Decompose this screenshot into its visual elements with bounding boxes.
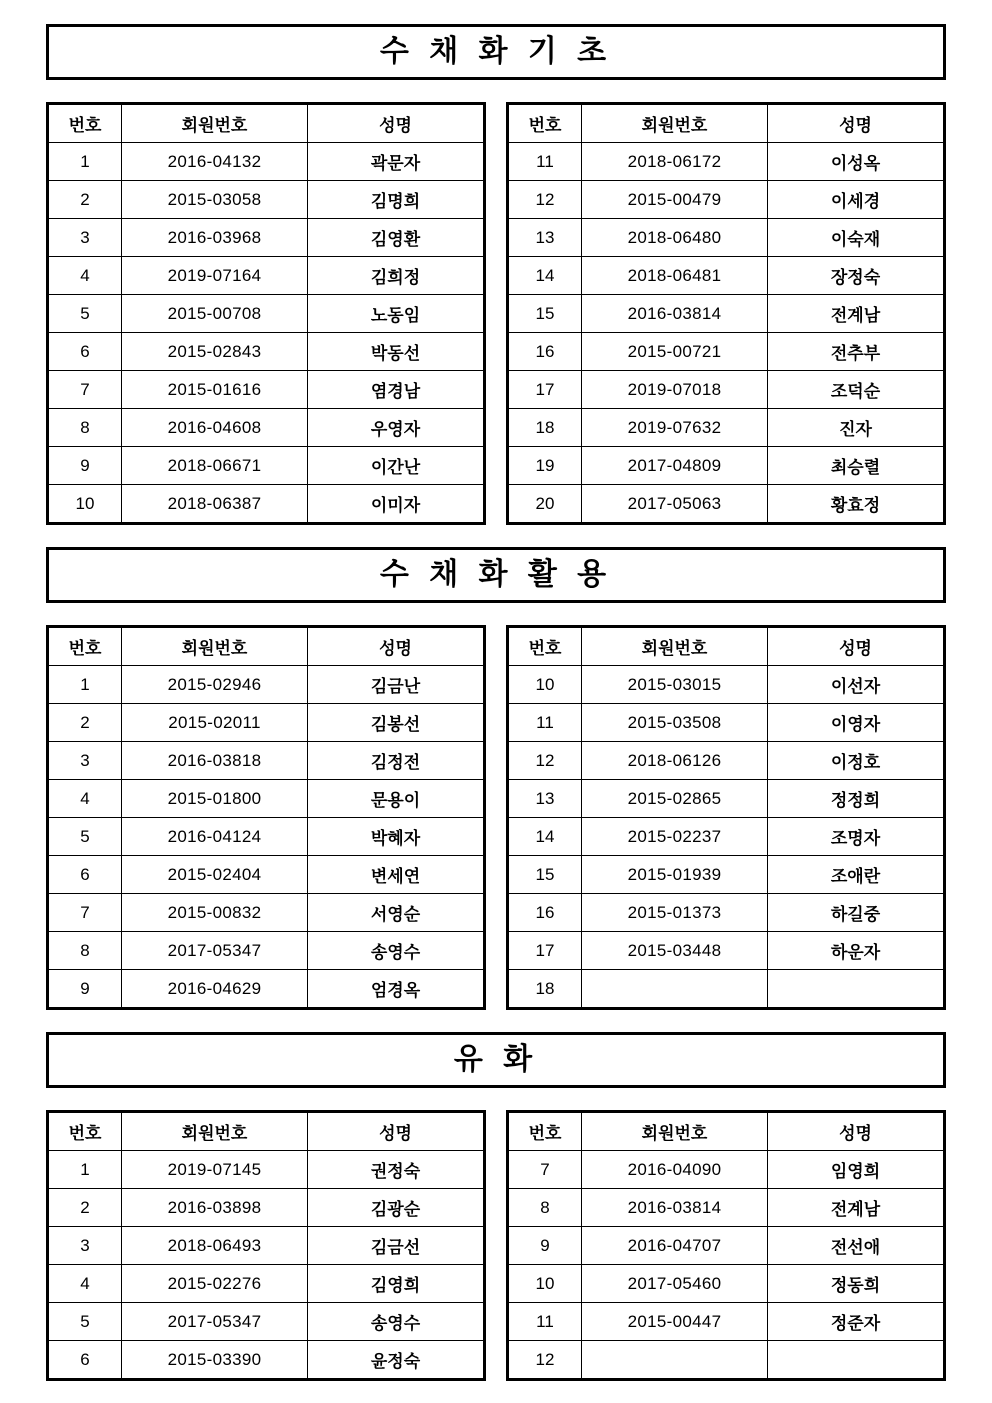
cell-member-id: 2015-02237 <box>582 818 768 856</box>
table-row <box>508 704 945 742</box>
cell-name: 이숙재 <box>768 219 945 257</box>
cell-member-id: 2015-02946 <box>122 666 308 704</box>
cell-name: 문용이 <box>308 780 485 818</box>
cell-no: 18 <box>508 409 582 447</box>
cell-no: 6 <box>48 333 122 371</box>
cell-member-id <box>582 970 768 1009</box>
cell-member-id: 2016-04090 <box>582 1151 768 1189</box>
cell-member-id: 2016-03968 <box>122 219 308 257</box>
cell-member-id <box>582 1341 768 1380</box>
cell-name: 김정전 <box>308 742 485 780</box>
roster-table-right <box>506 1110 946 1381</box>
cell-name: 김영희 <box>308 1265 485 1303</box>
table-row <box>48 818 485 856</box>
cell-member-id: 2018-06387 <box>122 485 308 524</box>
table-row <box>48 704 485 742</box>
cell-name: 염경남 <box>308 371 485 409</box>
cell-name: 임영희 <box>768 1151 945 1189</box>
column-header-member-id: 회원번호 <box>582 104 768 143</box>
table-row <box>48 1227 485 1265</box>
cell-no: 5 <box>48 295 122 333</box>
table-row <box>48 1303 485 1341</box>
cell-name: 이세경 <box>768 181 945 219</box>
cell-no: 15 <box>508 295 582 333</box>
table-row <box>508 1189 945 1227</box>
table-row <box>508 1151 945 1189</box>
column-header-no: 번호 <box>508 104 582 143</box>
cell-member-id: 2018-06172 <box>582 143 768 181</box>
table-row <box>508 485 945 524</box>
cell-no: 6 <box>48 856 122 894</box>
table-row <box>48 447 485 485</box>
column-header-member-id: 회원번호 <box>122 627 308 666</box>
cell-name: 김영환 <box>308 219 485 257</box>
table-row <box>48 932 485 970</box>
table-row <box>508 970 945 1009</box>
cell-no: 5 <box>48 1303 122 1341</box>
cell-no: 11 <box>508 704 582 742</box>
table-header-row <box>508 104 945 143</box>
table-row <box>508 894 945 932</box>
section-spacer <box>46 1381 946 1403</box>
table-row <box>508 932 945 970</box>
cell-no: 4 <box>48 257 122 295</box>
cell-name: 박혜자 <box>308 818 485 856</box>
cell-member-id: 2015-03390 <box>122 1341 308 1380</box>
cell-name: 이성옥 <box>768 143 945 181</box>
table-row <box>48 1341 485 1380</box>
cell-member-id: 2018-06493 <box>122 1227 308 1265</box>
cell-member-id: 2017-04809 <box>582 447 768 485</box>
table-row <box>508 1265 945 1303</box>
column-header-name: 성명 <box>768 104 945 143</box>
cell-name: 김금난 <box>308 666 485 704</box>
cell-no: 3 <box>48 219 122 257</box>
cell-member-id: 2016-03814 <box>582 295 768 333</box>
cell-member-id: 2019-07632 <box>582 409 768 447</box>
cell-no: 13 <box>508 219 582 257</box>
cell-no: 7 <box>508 1151 582 1189</box>
table-row <box>48 894 485 932</box>
section-title-box <box>46 24 946 80</box>
cell-no: 1 <box>48 1151 122 1189</box>
table-header-row <box>48 1112 485 1151</box>
table-row <box>508 856 945 894</box>
cell-name: 윤정숙 <box>308 1341 485 1380</box>
cell-name: 최승렬 <box>768 447 945 485</box>
column-header-no: 번호 <box>48 627 122 666</box>
cell-name: 김희정 <box>308 257 485 295</box>
cell-no: 10 <box>48 485 122 524</box>
column-header-name: 성명 <box>308 1112 485 1151</box>
cell-member-id: 2016-04132 <box>122 143 308 181</box>
roster-table-left <box>46 102 486 525</box>
roster-table-right <box>506 102 946 525</box>
cell-member-id: 2016-04707 <box>582 1227 768 1265</box>
cell-member-id: 2018-06126 <box>582 742 768 780</box>
cell-member-id: 2015-02011 <box>122 704 308 742</box>
cell-no: 3 <box>48 1227 122 1265</box>
cell-no: 17 <box>508 371 582 409</box>
cell-name: 정정희 <box>768 780 945 818</box>
cell-no: 8 <box>48 409 122 447</box>
table-row <box>508 447 945 485</box>
table-row <box>48 780 485 818</box>
cell-name: 송영수 <box>308 932 485 970</box>
cell-member-id: 2015-01373 <box>582 894 768 932</box>
cell-name: 변세연 <box>308 856 485 894</box>
course-section <box>46 24 946 547</box>
table-header-row <box>508 1112 945 1151</box>
cell-no: 12 <box>508 181 582 219</box>
cell-name: 박동선 <box>308 333 485 371</box>
cell-no: 1 <box>48 666 122 704</box>
course-section <box>46 1032 946 1403</box>
cell-name: 조명자 <box>768 818 945 856</box>
column-header-name: 성명 <box>768 1112 945 1151</box>
cell-no: 5 <box>48 818 122 856</box>
table-row <box>48 742 485 780</box>
column-header-no: 번호 <box>48 1112 122 1151</box>
cell-name: 전계남 <box>768 295 945 333</box>
cell-member-id: 2015-03015 <box>582 666 768 704</box>
course-section <box>46 547 946 1032</box>
cell-member-id: 2018-06481 <box>582 257 768 295</box>
cell-name: 조애란 <box>768 856 945 894</box>
cell-no: 10 <box>508 666 582 704</box>
tables-row <box>46 625 946 1010</box>
cell-name: 이간난 <box>308 447 485 485</box>
cell-member-id: 2016-04608 <box>122 409 308 447</box>
cell-no: 18 <box>508 970 582 1009</box>
cell-no: 1 <box>48 143 122 181</box>
table-row <box>48 1189 485 1227</box>
cell-no: 3 <box>48 742 122 780</box>
cell-member-id: 2015-01800 <box>122 780 308 818</box>
column-header-no: 번호 <box>508 627 582 666</box>
cell-no: 9 <box>48 970 122 1009</box>
cell-no: 17 <box>508 932 582 970</box>
cell-member-id: 2015-00708 <box>122 295 308 333</box>
table-row <box>508 143 945 181</box>
cell-name: 장정숙 <box>768 257 945 295</box>
cell-member-id: 2015-00479 <box>582 181 768 219</box>
cell-no: 2 <box>48 704 122 742</box>
cell-name: 송영수 <box>308 1303 485 1341</box>
cell-name: 조덕순 <box>768 371 945 409</box>
table-row <box>508 1303 945 1341</box>
column-header-name: 성명 <box>308 627 485 666</box>
cell-no: 11 <box>508 1303 582 1341</box>
section-spacer <box>46 525 946 547</box>
cell-name: 노동임 <box>308 295 485 333</box>
cell-member-id: 2015-00832 <box>122 894 308 932</box>
cell-member-id: 2015-02404 <box>122 856 308 894</box>
tables-row <box>46 102 946 525</box>
table-row <box>48 856 485 894</box>
cell-name: 정준자 <box>768 1303 945 1341</box>
cell-no: 10 <box>508 1265 582 1303</box>
column-header-member-id: 회원번호 <box>122 1112 308 1151</box>
cell-name <box>768 970 945 1009</box>
cell-name: 황효정 <box>768 485 945 524</box>
cell-name: 김광순 <box>308 1189 485 1227</box>
column-header-name: 성명 <box>308 104 485 143</box>
cell-member-id: 2016-03898 <box>122 1189 308 1227</box>
section-spacer <box>46 1010 946 1032</box>
cell-name: 곽문자 <box>308 143 485 181</box>
cell-member-id: 2017-05063 <box>582 485 768 524</box>
table-row <box>508 780 945 818</box>
cell-member-id: 2015-02276 <box>122 1265 308 1303</box>
table-row <box>48 295 485 333</box>
cell-no: 9 <box>48 447 122 485</box>
cell-member-id: 2015-03058 <box>122 181 308 219</box>
table-row <box>508 409 945 447</box>
column-header-member-id: 회원번호 <box>582 627 768 666</box>
cell-name: 하길중 <box>768 894 945 932</box>
cell-name <box>768 1341 945 1380</box>
cell-member-id: 2015-00447 <box>582 1303 768 1341</box>
cell-no: 19 <box>508 447 582 485</box>
roster-table-left <box>46 1110 486 1381</box>
tables-row <box>46 1110 946 1381</box>
cell-member-id: 2017-05347 <box>122 932 308 970</box>
column-header-no: 번호 <box>508 1112 582 1151</box>
table-row <box>508 742 945 780</box>
section-title: 유 화 <box>453 1043 539 1076</box>
cell-name: 김봉선 <box>308 704 485 742</box>
table-row <box>508 333 945 371</box>
cell-name: 전계남 <box>768 1189 945 1227</box>
cell-no: 20 <box>508 485 582 524</box>
section-title: 수 채 화 기 초 <box>379 35 613 68</box>
cell-member-id: 2015-03448 <box>582 932 768 970</box>
cell-no: 14 <box>508 818 582 856</box>
section-title: 수 채 화 활 용 <box>379 558 613 591</box>
column-header-name: 성명 <box>768 627 945 666</box>
cell-member-id: 2019-07145 <box>122 1151 308 1189</box>
table-row <box>48 409 485 447</box>
table-row <box>508 1227 945 1265</box>
cell-name: 서영순 <box>308 894 485 932</box>
cell-no: 8 <box>508 1189 582 1227</box>
table-row <box>508 295 945 333</box>
sections-container <box>46 24 946 1403</box>
table-row <box>48 485 485 524</box>
column-header-no: 번호 <box>48 104 122 143</box>
cell-name: 진자 <box>768 409 945 447</box>
table-row <box>508 818 945 856</box>
cell-member-id: 2015-02865 <box>582 780 768 818</box>
cell-name: 김명희 <box>308 181 485 219</box>
cell-member-id: 2017-05347 <box>122 1303 308 1341</box>
cell-name: 하운자 <box>768 932 945 970</box>
cell-name: 우영자 <box>308 409 485 447</box>
column-header-member-id: 회원번호 <box>582 1112 768 1151</box>
table-row <box>48 181 485 219</box>
cell-name: 이미자 <box>308 485 485 524</box>
table-row <box>508 371 945 409</box>
table-row <box>508 219 945 257</box>
cell-name: 전선애 <box>768 1227 945 1265</box>
section-title-box <box>46 547 946 603</box>
cell-member-id: 2018-06671 <box>122 447 308 485</box>
cell-no: 4 <box>48 1265 122 1303</box>
cell-member-id: 2019-07164 <box>122 257 308 295</box>
cell-name: 권정숙 <box>308 1151 485 1189</box>
cell-no: 12 <box>508 742 582 780</box>
table-row <box>48 1151 485 1189</box>
cell-no: 11 <box>508 143 582 181</box>
cell-name: 엄경옥 <box>308 970 485 1009</box>
table-row <box>508 1341 945 1380</box>
table-row <box>48 371 485 409</box>
table-header-row <box>48 104 485 143</box>
cell-member-id: 2016-04629 <box>122 970 308 1009</box>
table-header-row <box>48 627 485 666</box>
cell-no: 2 <box>48 1189 122 1227</box>
cell-no: 2 <box>48 181 122 219</box>
cell-member-id: 2015-03508 <box>582 704 768 742</box>
cell-no: 13 <box>508 780 582 818</box>
cell-name: 이영자 <box>768 704 945 742</box>
table-row <box>508 257 945 295</box>
table-row <box>48 970 485 1009</box>
cell-member-id: 2015-01939 <box>582 856 768 894</box>
cell-name: 이선자 <box>768 666 945 704</box>
cell-member-id: 2019-07018 <box>582 371 768 409</box>
section-title-box <box>46 1032 946 1088</box>
table-row <box>48 257 485 295</box>
cell-no: 16 <box>508 894 582 932</box>
cell-no: 15 <box>508 856 582 894</box>
cell-name: 김금선 <box>308 1227 485 1265</box>
cell-no: 7 <box>48 894 122 932</box>
cell-member-id: 2015-00721 <box>582 333 768 371</box>
cell-no: 6 <box>48 1341 122 1380</box>
roster-table-right <box>506 625 946 1010</box>
cell-no: 4 <box>48 780 122 818</box>
table-row <box>48 333 485 371</box>
roster-table-left <box>46 625 486 1010</box>
cell-name: 정동희 <box>768 1265 945 1303</box>
cell-no: 8 <box>48 932 122 970</box>
cell-member-id: 2017-05460 <box>582 1265 768 1303</box>
cell-member-id: 2018-06480 <box>582 219 768 257</box>
cell-no: 14 <box>508 257 582 295</box>
table-row <box>48 1265 485 1303</box>
cell-name: 이정호 <box>768 742 945 780</box>
cell-no: 9 <box>508 1227 582 1265</box>
cell-no: 7 <box>48 371 122 409</box>
table-row <box>508 666 945 704</box>
table-header-row <box>508 627 945 666</box>
cell-no: 12 <box>508 1341 582 1380</box>
column-header-member-id: 회원번호 <box>122 104 308 143</box>
table-row <box>48 666 485 704</box>
cell-member-id: 2016-04124 <box>122 818 308 856</box>
table-row <box>508 181 945 219</box>
cell-member-id: 2016-03814 <box>582 1189 768 1227</box>
cell-no: 16 <box>508 333 582 371</box>
table-row <box>48 219 485 257</box>
cell-member-id: 2016-03818 <box>122 742 308 780</box>
cell-member-id: 2015-02843 <box>122 333 308 371</box>
cell-name: 전추부 <box>768 333 945 371</box>
table-row <box>48 143 485 181</box>
cell-member-id: 2015-01616 <box>122 371 308 409</box>
